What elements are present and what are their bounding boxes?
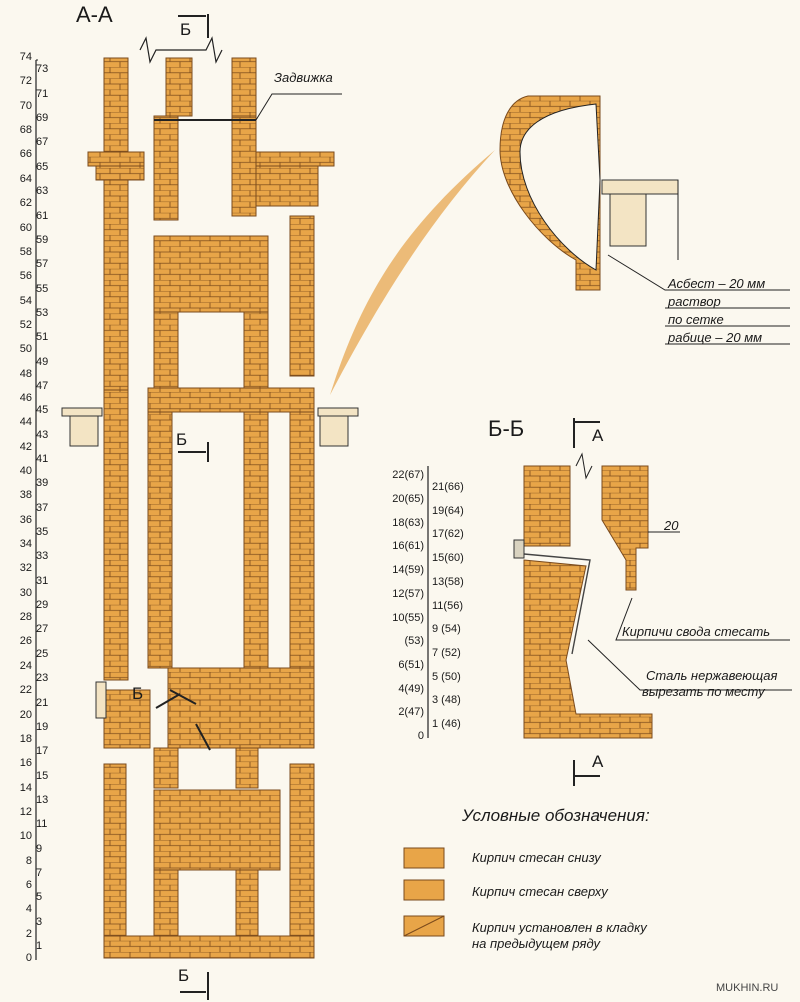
scale-label: 13(58) — [432, 575, 464, 588]
scale-label: 16(61) — [392, 540, 424, 553]
legend-title: Условные обозначения: — [462, 806, 650, 825]
scale-label: 70 — [19, 99, 32, 112]
scale-label: 3 (48) — [432, 694, 461, 707]
legend-item-1: Кирпич стесан снизу — [472, 850, 601, 865]
scale-label: 42 — [19, 440, 32, 453]
cut-a-top: А — [592, 426, 604, 445]
scale-label: 17 — [36, 745, 49, 758]
scale-label: 59 — [36, 233, 49, 246]
scale-label: 11 — [36, 818, 48, 831]
scale-label: 32 — [19, 562, 32, 575]
scale-label: 73 — [36, 63, 49, 76]
scale-label: 46 — [19, 391, 32, 404]
scale-label: 17(62) — [432, 528, 464, 541]
scale-label: 6(51) — [398, 658, 424, 671]
scale-label: 14 — [19, 781, 32, 794]
section-aa-title: А-А — [76, 2, 113, 27]
scale-label: 20(65) — [392, 493, 424, 505]
scale-label: 23 — [36, 672, 49, 685]
scale-label: 69 — [36, 112, 49, 125]
scale-label: 40 — [19, 465, 32, 477]
scale-label: 72 — [19, 75, 32, 88]
scale-label: 67 — [36, 136, 49, 149]
scale-label: 2(47) — [398, 706, 424, 719]
note-steel-2: вырезать по месту — [642, 684, 765, 699]
scale-label: 15 — [36, 769, 49, 782]
cut-b-top: Б — [180, 20, 192, 39]
scale-label: 60 — [19, 221, 32, 234]
scale-label: 44 — [19, 416, 32, 429]
dimension-20: 20 — [664, 518, 679, 533]
note-vault: Кирпичи свода стесать — [622, 624, 771, 639]
scale-label: 68 — [19, 124, 32, 137]
cut-b-bottom: Б — [178, 966, 190, 985]
scale-label: 13 — [36, 793, 49, 806]
scale-label: 8 — [25, 854, 32, 867]
scale-label: 4(49) — [398, 682, 424, 695]
scale-label: 31 — [36, 574, 49, 587]
legend-item-3: Кирпич установлен в кладку — [472, 920, 647, 935]
scale-label: 50 — [19, 343, 32, 356]
scale-label: 25 — [36, 647, 49, 660]
scale-label: 10(55) — [392, 611, 424, 624]
detail-drawing — [500, 96, 790, 344]
scale-label: 49 — [36, 355, 49, 368]
scale-label: 47 — [36, 379, 49, 392]
scale-label: 18(63) — [392, 516, 424, 529]
legend-item-2: Кирпич стесан сверху — [472, 884, 608, 899]
legend-item-4: на предыдущем ряду — [472, 936, 600, 951]
damper-label: Задвижка — [274, 70, 333, 85]
scale-label: 66 — [19, 148, 32, 161]
scale-label: 61 — [36, 209, 49, 222]
scale-label: 34 — [19, 538, 32, 551]
note-steel-1: Сталь нержавеющая — [646, 668, 778, 683]
scale-label: 7 — [36, 866, 43, 879]
scale-label: 30 — [19, 586, 32, 599]
scale-label: 52 — [19, 318, 32, 331]
scale-label: 7 (52) — [432, 646, 461, 659]
scale-label: 65 — [36, 160, 49, 173]
scale-label: 56 — [19, 270, 32, 283]
scale-label: 0 — [417, 730, 424, 742]
scale-label: 24 — [19, 659, 32, 672]
scale-label: 11(56) — [432, 599, 463, 612]
scale-label: 20 — [19, 708, 32, 721]
legend-swatches — [404, 848, 444, 936]
scale-label: 10 — [19, 830, 32, 843]
detail-line-3: по сетке — [668, 312, 724, 327]
scale-label: 33 — [36, 550, 49, 563]
scale-label: 71 — [36, 87, 49, 100]
scale-label: 9 (54) — [432, 623, 461, 636]
scale-label: 16 — [19, 757, 32, 770]
scale-label: 1 (46) — [432, 718, 461, 730]
scale-label: 62 — [19, 197, 32, 210]
scale-label: 3 — [36, 915, 43, 928]
scale-label: 43 — [36, 428, 49, 441]
scale-label: (53) — [404, 635, 424, 648]
scale-label: 27 — [36, 623, 49, 636]
scale-label: 21(66) — [432, 481, 464, 493]
watermark: MUKHIN.RU — [716, 982, 779, 994]
scale-label: 12 — [19, 805, 32, 818]
scale-label: 18 — [19, 732, 32, 745]
scale-label: 45 — [36, 404, 49, 417]
scale-label: 64 — [19, 172, 32, 185]
scale-label: 74 — [19, 51, 32, 64]
scale-label: 6 — [25, 878, 32, 891]
scale-label: 29 — [36, 599, 49, 612]
scale-label: 53 — [36, 306, 49, 319]
scale-label: 38 — [19, 489, 32, 502]
scale-label: 55 — [36, 282, 49, 295]
scale-label: 12(57) — [392, 587, 424, 600]
scale-label: 22(67) — [392, 469, 424, 482]
scale-label: 14(59) — [392, 564, 424, 577]
scale-label: 4 — [25, 903, 32, 916]
scale-label: 9 — [36, 842, 43, 855]
scale-label: 19(64) — [432, 504, 464, 517]
section-bb-drawing — [428, 418, 792, 786]
masonry-aa — [88, 58, 334, 958]
scale-label: 28 — [19, 611, 32, 624]
scale-label: 35 — [36, 526, 49, 539]
scale-label: 21 — [36, 696, 49, 709]
detail-line-1: Асбест – 20 мм — [668, 276, 766, 291]
scale-label: 5 — [36, 891, 43, 904]
detail-line-4: рабице – 20 мм — [668, 330, 763, 345]
scale-label: 54 — [19, 294, 32, 307]
cut-b-lower: Б — [132, 684, 144, 703]
scale-label: 22 — [19, 684, 32, 697]
scale-label: 36 — [19, 513, 32, 526]
scale-label: 58 — [19, 245, 32, 258]
scale-label: 19 — [36, 720, 49, 733]
scale-label: 41 — [36, 453, 49, 465]
scale-label: 5 (50) — [432, 670, 461, 683]
scale-label: 26 — [19, 635, 32, 648]
cut-a-bottom: А — [592, 752, 604, 771]
section-bb-title: Б-Б — [488, 416, 525, 441]
scale-label: 2 — [25, 927, 32, 940]
scale-label: 57 — [36, 258, 49, 271]
scale-label: 51 — [36, 331, 49, 344]
scale-label: 15(60) — [432, 552, 464, 565]
scale-label: 1 — [36, 940, 43, 952]
detail-line-2: раствор — [668, 294, 721, 309]
scale-label: 0 — [25, 952, 32, 964]
scale-label: 39 — [36, 477, 49, 490]
scale-label: 63 — [36, 185, 49, 198]
scale-label: 48 — [19, 367, 32, 380]
scale-label: 37 — [36, 501, 49, 514]
cut-b-mid: Б — [176, 430, 188, 449]
